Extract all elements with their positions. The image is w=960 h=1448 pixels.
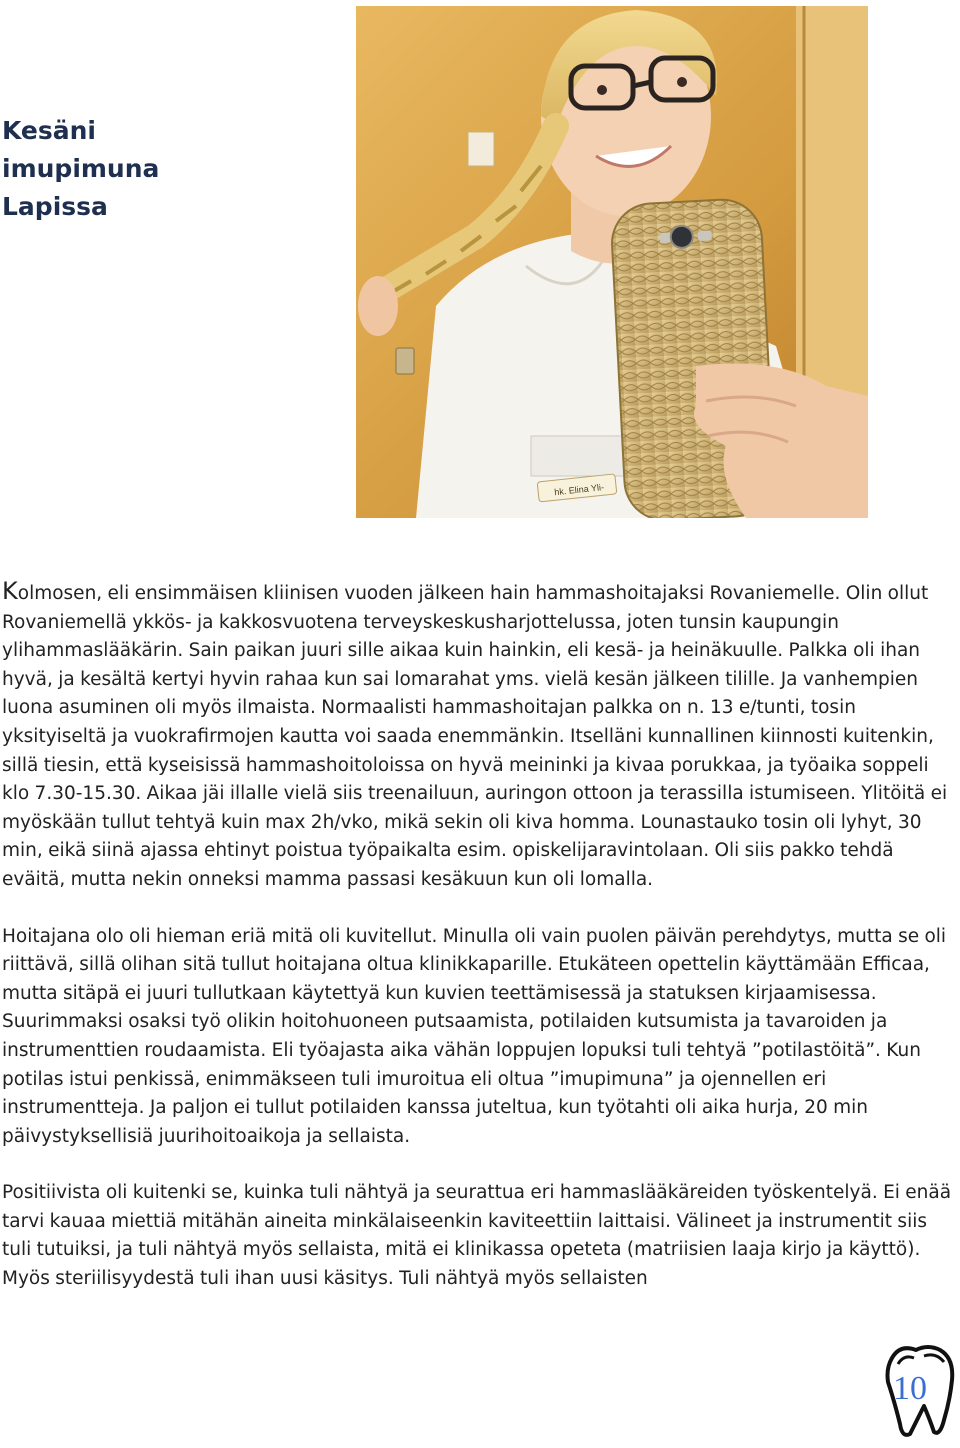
- paragraph-3: Positiivista oli kuitenki se, kuinka tuli nähtyä ja seurattua eri hammaslääkäreiden työskentelyä. Ei enää tarvi kauaa miettiä mitähän aineita minkälaiseenkin kaviteettiin laittaisi. Välineet ja instrumentit siis tuli tutuiksi, ja tuli nähtyä myös sellaista, mitä ei klinikassa opeteta (matriisien laaja kirjo ja käyttö). Myös steriilisyydestä tuli ihan uusi käsitys. Tuli nähtyä myös sellaisten: [2, 1182, 952, 1290]
- paragraph-1: [2, 577, 952, 895]
- title-line-1: Kesäni: [2, 116, 97, 145]
- dropcap-letter: K: [2, 577, 18, 605]
- paragraph-1-text: olmosen, eli ensimmäisen kliinisen vuoden jälkeen hain hammashoitajaksi Rovaniemelle. Olin ollut Rovaniemellä ykkös- ja kakkosvuotena terveyskeskusharjottelussa, joten tunsin kaupungin ylihammaslääkärin. Sain paikan juuri sille aikaa kuin hainkin, eli kesä- ja heinäkuulle. Palkka oli ihan hyvä, ja kesältä kertyi hyvin rahaa kun sai lomarahat yms. vielä kesän jälkeen tilille. Ja vanhempien luona asuminen oli myös ilmaista. Normaalisti hammashoitajan palkka on n. 13 e/tunti, tosin yksityiseltä ja vuokrafirmojen kautta voi saada enemmänkin. Itselläni kunnallinen kiinnosti kuitenkin, sillä tiesin, että kyseisissä hammashoitoloissa on hyvä meininki ja kivaa porukkaa, ja työaika soppeli klo 7.30-15.30. Aikaa jäi illalle vielä siis treenailuun, auringon ottoon ja terassilla istumiseen. Ylitöitä ei myöskään tullut tehtyä kuin max 2h/vko, mikä sekin oli kiva homma. Lounastauko tosin oli lyhyt, 30 min, eikä siinä ajassa ehtinyt poistua työpaikalta esim. opiskelijaravintolaan. Oli siis pakko tehdä eväitä, mutta nekin onneksi mamma passasi kesäkuun kun oli lomalla.: [2, 583, 948, 890]
- title-line-2: imupimuna: [2, 154, 160, 183]
- photo-illustration: [356, 6, 868, 518]
- article-title: [2, 112, 202, 226]
- name-tag-text: hk. Elina Yli-: [553, 482, 605, 498]
- page-number-badge: [880, 1340, 958, 1440]
- article-body: [2, 577, 952, 1322]
- article-photo: [356, 6, 868, 518]
- page-number: 10: [893, 1370, 927, 1407]
- paragraph-2: Hoitajana olo oli hieman eriä mitä oli kuvitellut. Minulla oli vain puolen päivän perehdytys, mutta se oli riittävä, sillä olihan sitä tullut hoitajana oltua klinikkaparille. Etukäteen opettelin käyttämään Efficaa, mutta sitäpä ei juuri tullutkaan käytettyä kun kuvien teettämisessä ja statuksen kirjaamisessa. Suurimmaksi osaksi työ olikin hoitohuoneen putsaamista, potilaiden kutsumista ja tavaroiden ja instrumenttien roudaamista. Eli työajasta aika vähän loppujen lopuksi tuli tehtyä ”potilastöitä”. Kun potilas istui penkissä, enimmäkseen tuli imuroitua eli oltua ”imupimuna” ja ojennellen eri instrumentteja. Ja paljon ei tullut potilaiden kanssa juteltua, kun työtahti oli aika hurja, 20 min päivystyksellisiä juurihoitoaikoja ja sellaista.: [2, 925, 947, 1147]
- title-line-3: Lapissa: [2, 192, 108, 221]
